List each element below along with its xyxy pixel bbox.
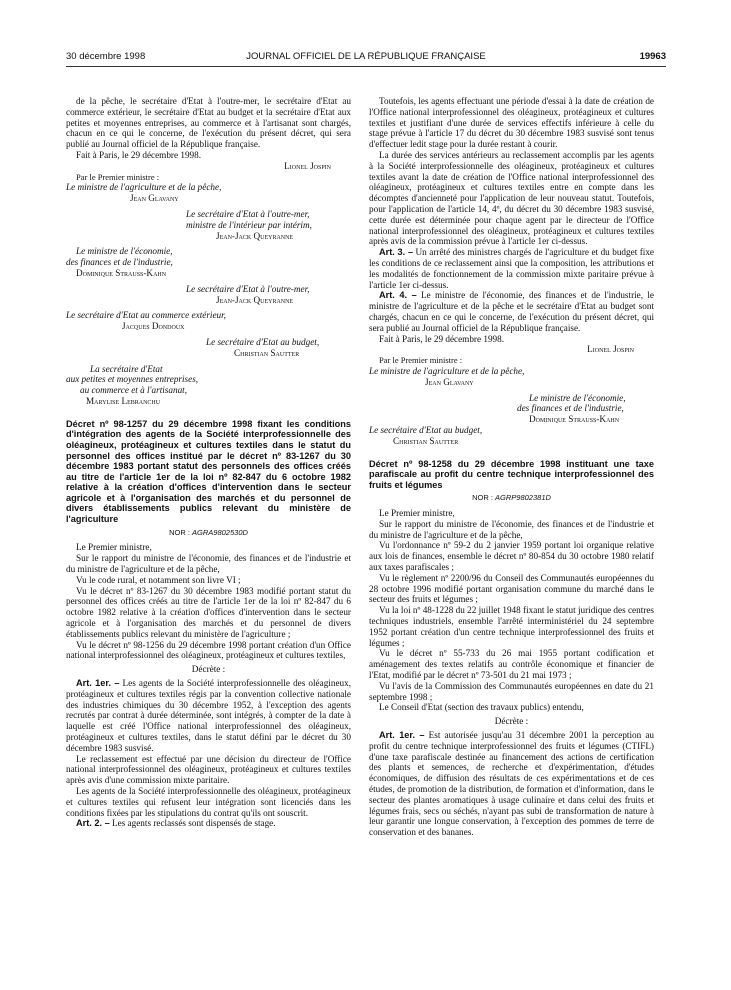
article-1-label-right: Art. 1er. – <box>379 730 425 741</box>
sig-eco-title1: Le ministre de l'économie, <box>76 246 173 257</box>
header-date: 30 décembre 1998 <box>66 51 146 62</box>
signature-pm: Lionel Jospin <box>284 160 331 171</box>
sig-eco-title2: des finances et de l'industrie, <box>66 257 173 268</box>
decree-title-98-1258: Décret nº 98-1258 du 29 décembre 1998 instituant une taxe parafiscale au profit du centre technique interprofessionnel des fruits et légumes <box>369 458 654 490</box>
visa-3: Vu le décret nº 83-1267 du 30 décembre 1983 modifié portant statut du personnel des offices créés au titre de l'article 1er de la loi nº 82-847 du 6 octobre 1982 relative à la création d'offices d'intervention dans le secteur agricole et à l'organisation des marchés et du personnel de divers établissements publics relevant du ministère de l'agriculture ; <box>66 585 351 639</box>
article-3-text: Un arrêté des ministres chargés de l'agriculture et du budget fixe les conditions de ce reclassement ainsi que la composition, les attributions et les modalités de fonctionnement de la commission mixte paritaire prévue à l'article 1er ci-dessus. <box>369 247 655 290</box>
article-2-label: Art. 2. – <box>76 818 110 829</box>
article-2 <box>66 818 351 829</box>
nor-code: AGRA9802530D <box>192 527 248 537</box>
sig-outremer2-name: Jean-Jack Queyranne <box>216 294 294 305</box>
article-1-text-right: Est autorisée jusqu'au 31 décembre 2001 la perception au profit du centre technique interprofessionnel des fruits et légumes (CTIFL) d'une taxe parafiscale destinée au financement des actions de certification des plants et semences, de recherche et d'expérimentation, d'études économiques, de diffusion des résultats de ces expérimentations et de ces études, de promotion de la distribution, de formation et d'information, dans le secteur des plantes aromatiques à usage culinaire et dans celui des fruits et légumes frais, secs ou séchés, n'ayant pas subi de transformation de nature à leur garantir une longue conservation, à l'exception des pommes de terre de conservation et des bananes. <box>369 730 655 838</box>
sig-pme-title1: La secrétaire d'Etat <box>90 363 163 374</box>
sig-outremer-name: Jean-Jack Queyranne <box>216 230 294 241</box>
article-1-para3: Les agents de la Société interprofessionnelle des oléagineux, protéagineux et cultures textiles qui refusent leur intégration sont licenciés dans les conditions fixées par les stipulations du contrat qu'ils ont souscrit. <box>66 785 351 818</box>
nor-line <box>66 528 351 539</box>
sig-agri-name-right: Jean Glavany <box>425 376 474 387</box>
article-1-right <box>369 730 654 838</box>
visa-right-3: Vu le règlement nº 2200/96 du Conseil des Communautés européennes du 28 octobre 1996 modifié portant organisation commune du marché dans le secteur des fruits et légumes ; <box>369 572 654 605</box>
sig-outremer-title2: ministre de l'intérieur par intérim, <box>186 219 312 230</box>
fait-line: Fait à Paris, le 29 décembre 1998. <box>76 149 202 160</box>
sig-budget-name: Christian Sautter <box>234 347 300 358</box>
visa-right-6: Vu l'avis de la Commission des Communautés européennes en date du 21 septembre 1998 ; <box>369 680 654 702</box>
signature-pm-right: Lionel Jospin <box>587 344 634 355</box>
sig-eco-name-right: Dominique Strauss-Kahn <box>529 414 620 425</box>
sig-budget-name-right: Christian Sautter <box>393 435 459 446</box>
article-4-text: Le ministre de l'économie, des finances et de l'industrie, le ministre de l'agriculture et de la pêche et le secrétaire d'Etat au budget sont chargés, chacun en ce qui le concerne, de l'exécution du présent décret, qui sera publié au Journal officiel de la République française. <box>369 290 654 333</box>
par-premier-ministre: Par le Premier ministre : <box>76 171 160 182</box>
nor-label-right: NOR : <box>472 493 493 503</box>
decrete-right: Décrète : <box>494 716 529 727</box>
sig-eco-title1-right: Le ministre de l'économie, <box>529 392 626 403</box>
sig-budget-title: Le secrétaire d'Etat au budget, <box>206 336 320 347</box>
sig-pme-title3: au commerce et à l'artisanat, <box>80 385 188 396</box>
visa-4: Vu le décret nº 98-1256 du 29 décembre 1998 portant création d'un Office national interprofessionnel des oléagineux, protéagineux et cultures textiles, <box>66 639 351 661</box>
left-column <box>66 96 351 829</box>
premier-ministre: Le Premier ministre, <box>76 542 152 553</box>
nor-label: NOR : <box>169 527 190 537</box>
article-1-text: Les agents de la Société interprofessionnelle des oléagineux, protéagineux et cultures textiles régis par la convention collective nationale des industries chimiques du 30 décembre 1952, à l'exception des agents recrutés par contrat à durée déterminée, sont intégrés, à compter de la date à laquelle est créé l'Office national interprofessionnel des oléagineux, protéagineux et cultures textiles, dans le statut défini par le décret du 30 décembre 1983 susvisé. <box>66 678 352 753</box>
article-1 <box>66 678 351 754</box>
nor-line-right <box>369 493 654 504</box>
sig-outremer-title1: Le secrétaire d'Etat à l'outre-mer, <box>186 208 310 219</box>
article-2-para2: Toutefois, les agents effectuant une période d'essai à la date de création de l'Office national interprofessionnel des oléagineux, protéagineux et cultures textiles et justifiant d'une durée de services effectifs inférieure à celle du stage prévue à l'article 17 du décret du 30 décembre 1983 susvisé sont tenus d'effectuer ledit stage pour la durée restant à courir. <box>369 96 654 150</box>
article-4 <box>369 290 654 333</box>
sig-pme-name: Marylise Lebranchu <box>86 395 161 406</box>
article-1-para2: Le reclassement est effectué par une décision du directeur de l'Office national interprofessionnel des oléagineux, protéagineux et cultures textiles après avis d'une commission mixte paritaire. <box>66 753 351 786</box>
sig-commerce-title: Le secrétaire d'Etat au commerce extérieur, <box>66 310 226 321</box>
article-2-para3: La durée des services antérieurs au reclassement accomplis par les agents à la Société interprofessionnelle des oléagineux, protéagineux et cultures textiles avant la date de création de l'Office national interprofessionnel des oléagineux, protéagineux et cultures textiles entre en compte dans les décomptes d'ancienneté pour l'application de leur nouveau statut. Toutefois, pour l'application de l'article 14, 4º, du décret du 30 décembre 1983 susvisé, cette durée est déterminée pour chaque agent par le directeur de l'Office national interprofessionnel des oléagineux, protéagineux et cultures textiles après avis de la commission prévue à l'article 1er ci-dessus. <box>369 149 654 247</box>
journal-title: JOURNAL OFFICIEL DE LA RÉPUBLIQUE FRANÇAISE <box>246 51 486 62</box>
sig-pme-title2: aux petites et moyennes entreprises, <box>66 374 199 385</box>
visa-2: Vu le code rural, et notamment son livre VI ; <box>76 574 241 585</box>
sig-agri-name: Jean Glavany <box>130 193 179 204</box>
premier-ministre-right: Le Premier ministre, <box>379 508 455 519</box>
right-column <box>369 96 654 838</box>
sig-commerce-name: Jacques Dondoux <box>122 321 185 332</box>
visa-right-1: Sur le rapport du ministre de l'économie, des finances et de l'industrie et du ministre de l'agriculture et de la pêche, <box>369 518 654 540</box>
visa-right-5: Vu le décret nº 55-733 du 26 mai 1955 portant codification et aménagement des textes relatifs au contrôle économique et financier de l'Etat, modifié par le décret nº 73-501 du 21 mai 1973 ; <box>369 648 654 681</box>
sig-agri-title-right: Le ministre de l'agriculture et de la pêche, <box>369 365 525 376</box>
page-header <box>66 51 666 65</box>
nor-code-right: AGRP9802381D <box>495 493 551 503</box>
header-rule <box>66 66 666 67</box>
sig-agri-title: Le ministre de l'agriculture et de la pêche, <box>66 182 222 193</box>
visa-right-7: Le Conseil d'Etat (section des travaux publics) entendu, <box>379 702 584 713</box>
visa-right-2: Vu l'ordonnance nº 59-2 du 2 janvier 1959 portant loi organique relative aux lois de finances, ensemble le décret nº 80-854 du 30 octobre 1980 relatif aux taxes parafiscales ; <box>369 540 654 573</box>
decrete: Décrète : <box>191 664 226 675</box>
sig-eco-title2-right: des finances et de l'industrie, <box>517 403 624 414</box>
closing-paragraph: de la pêche, le secrétaire d'Etat à l'outre-mer, le secrétaire d'Etat au commerce extérieur, le secrétaire d'Etat au budget et la secrétaire d'Etat aux petites et moyennes entreprises, au commerce et à l'artisanat sont chargés, chacun en ce qui le concerne, de l'exécution du présent décret, qui sera publié au Journal officiel de la République française. <box>66 96 351 150</box>
sig-eco-name: Dominique Strauss-Kahn <box>76 267 167 278</box>
par-premier-ministre-right: Par le Premier ministre : <box>379 355 463 366</box>
article-1-label: Art. 1er. – <box>76 678 120 689</box>
article-3 <box>369 247 654 290</box>
decree-title-98-1257: Décret nº 98-1257 du 29 décembre 1998 fixant les conditions d'intégration des agents de la Société interprofessionnelle des oléagineux, protéagineux et cultures textiles dans le statut du personnel des offices institué par le décret nº 83-1267 du 30 décembre 1983 portant statut des personnels des offices créés au titre de l'article 1er de la loi nº 82-847 du 6 octobre 1982 relative à la création d'offices d'intervention dans le secteur agricole et à l'organisation des marchés et du personnel de divers établissements publics relevant du ministère de l'agriculture <box>66 418 351 525</box>
article-2-text: Les agents reclassés sont dispensés de stage. <box>112 818 276 829</box>
article-3-label: Art. 3. – <box>379 247 414 258</box>
article-4-label: Art. 4. – <box>379 290 417 301</box>
visa-1: Sur le rapport du ministre de l'économie, des finances et de l'industrie et du ministre de l'agriculture et de la pêche, <box>66 553 351 575</box>
sig-budget-title-right: Le secrétaire d'Etat au budget, <box>369 424 483 435</box>
sig-outremer2-title: Le secrétaire d'Etat à l'outre-mer, <box>186 283 310 294</box>
page-number: 19963 <box>639 51 666 62</box>
visa-right-4: Vu la loi nº 48-1228 du 22 juillet 1948 fixant le statut juridique des centres techniques industriels, ensemble l'arrêté interministériel du 24 septembre 1952 portant création d'un centre technique interprofessionnel des fruits et légumes ; <box>369 605 654 648</box>
fait-line-right: Fait à Paris, le 29 décembre 1998. <box>379 333 505 344</box>
